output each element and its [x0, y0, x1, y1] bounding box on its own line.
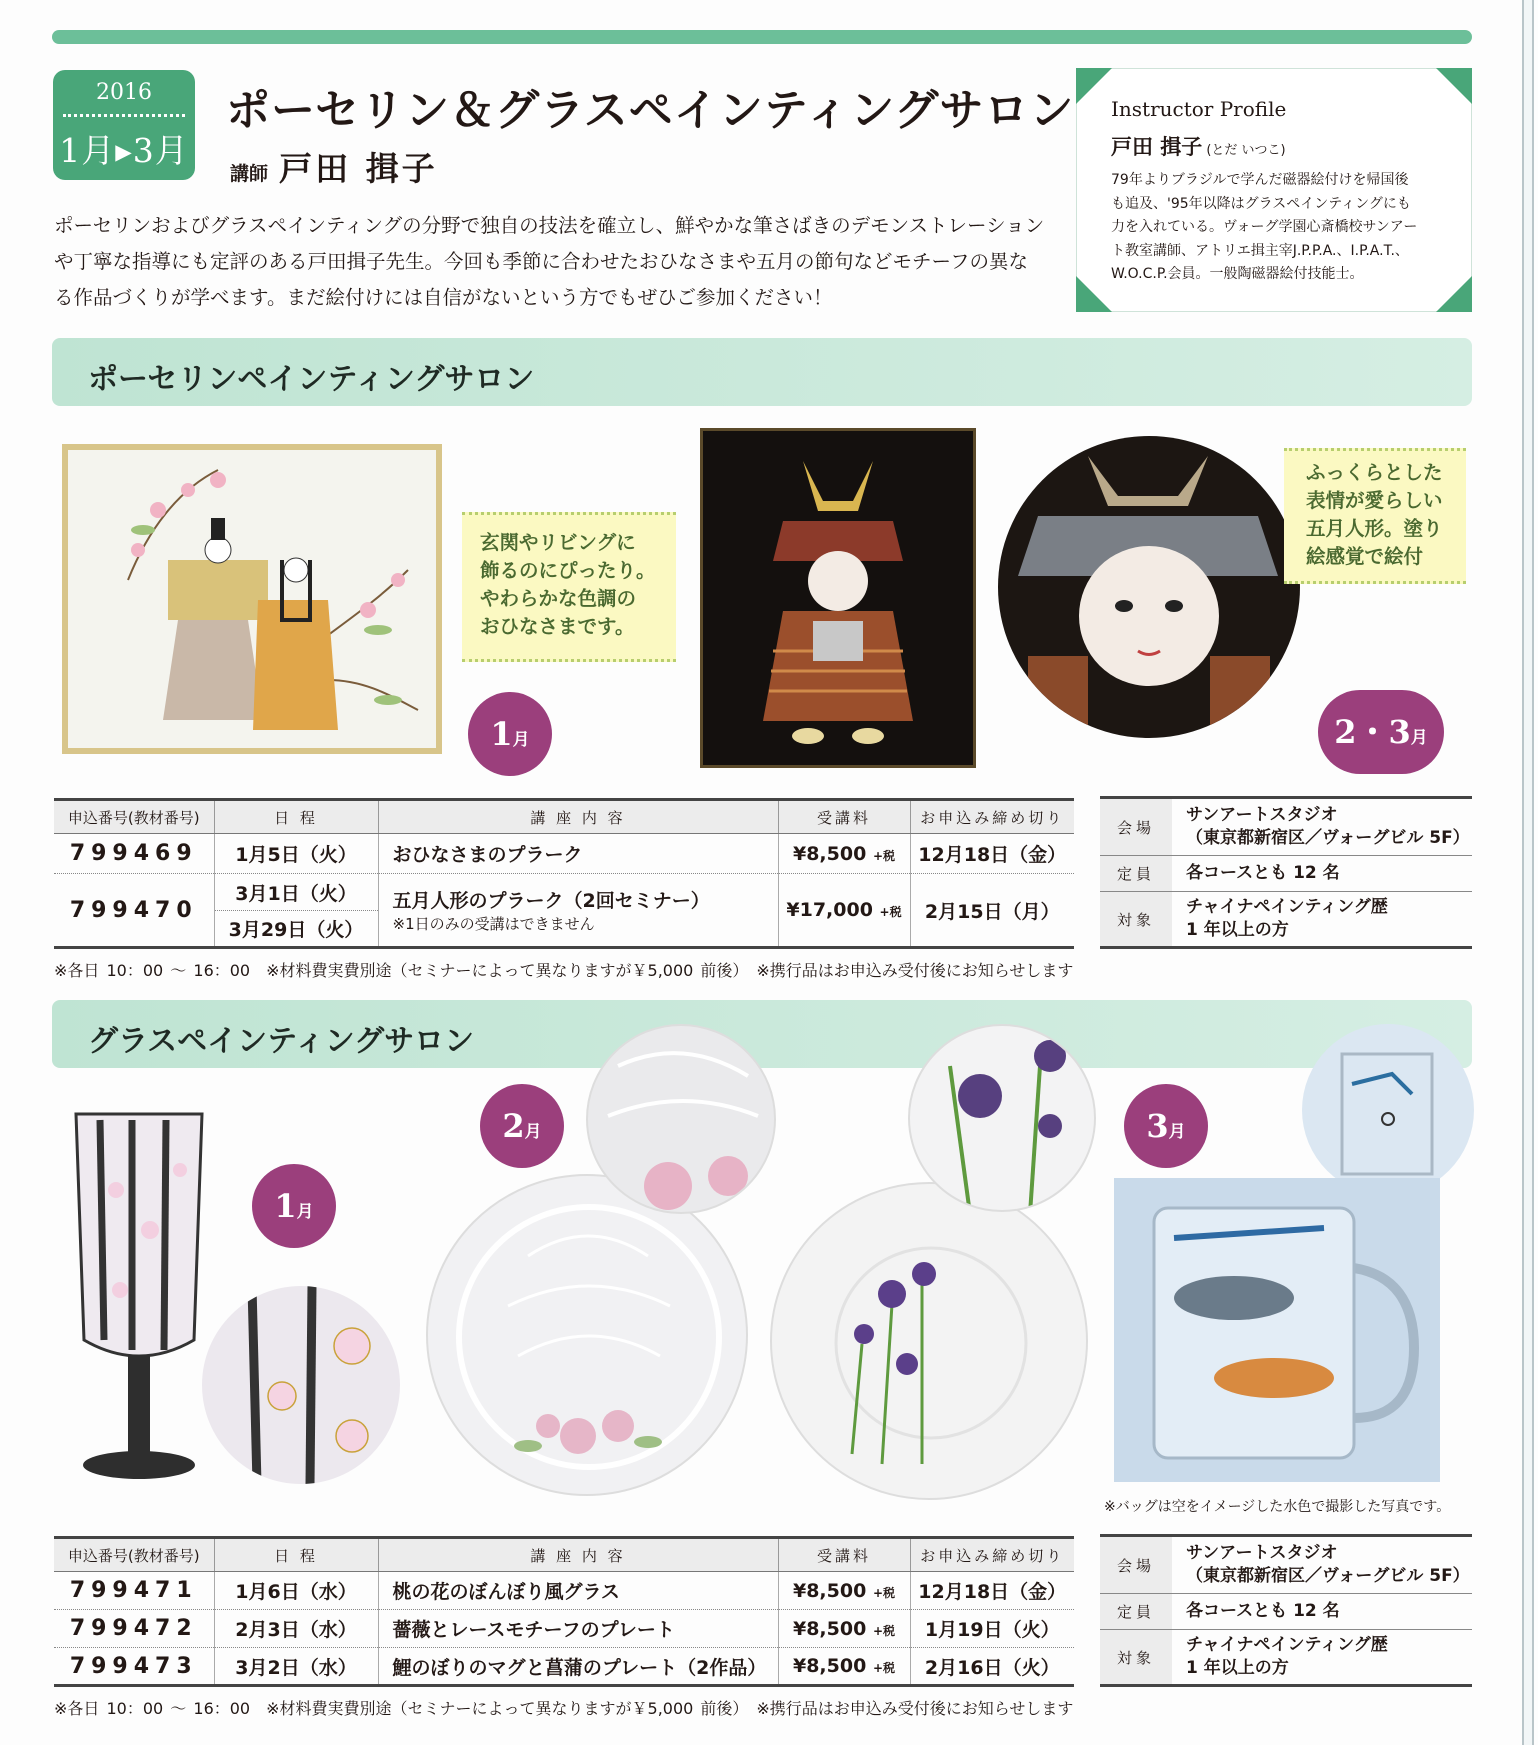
venue-row: [1100, 892, 1472, 948]
month-badge: [252, 1164, 336, 1248]
note-line: ふっくらとした: [1306, 461, 1443, 484]
course-code: 799472: [54, 1610, 214, 1648]
course-title: おひなさまのプラーク: [378, 834, 778, 874]
month-badge: [1124, 1084, 1208, 1168]
note-line: 絵感覚で絵付: [1306, 545, 1424, 568]
col-header-course: 講 座 内 容: [378, 800, 778, 834]
rose-lace-closeup-image: [586, 1024, 776, 1214]
course-note: ※1日のみの受講はできません: [392, 915, 595, 933]
course-code: 799470: [54, 874, 214, 948]
porcelain-footer-note: ※各日 10：00 ～ 16：00 ※材料費実費別途（セミナーによって異なりますが￥5,000 前後） ※携行品はお申込み受付後にお知らせします: [54, 961, 1074, 980]
page-right-border: [1522, 0, 1534, 1745]
col-header-code: 申込番号(教材番号): [54, 1538, 214, 1572]
profile-heading: Instructor Profile: [1111, 97, 1287, 121]
month-badge-unit: 月: [296, 1202, 314, 1222]
venue-value: [1172, 1536, 1472, 1594]
note-line: やわらかな色調の: [480, 587, 637, 610]
venue-value-line: 1 年以上の方: [1186, 1658, 1289, 1678]
profile-bio-line: も追及、'95年以降はグラスペインティングにも: [1111, 195, 1411, 212]
course-deadline: 12月18日（金）: [910, 1572, 1074, 1610]
fee-amount: ¥8,500: [792, 1617, 867, 1640]
iris-plate-image: [770, 1182, 1088, 1500]
month-badge-number: 1: [274, 1187, 297, 1225]
venue-value: [1172, 798, 1472, 856]
venue-row: [1100, 856, 1472, 892]
table-row: [54, 1572, 1074, 1610]
month-badge-unit: 月: [524, 1122, 542, 1142]
course-title: 桃の花のぼんぼり風グラス: [378, 1572, 778, 1610]
koinobori-mug-image: [1114, 1178, 1440, 1482]
glass-schedule-table: [54, 1536, 1074, 1687]
venue-value-line: （東京都新宿区／ヴォーグビル 5F）: [1186, 1566, 1470, 1586]
porcelain-note-hina: [462, 512, 676, 662]
course-deadline: 2月16日（火）: [910, 1648, 1074, 1686]
course-date: 1月6日（水）: [214, 1572, 378, 1610]
fee-amount: ¥8,500: [792, 1655, 867, 1677]
fee-tax: +税: [872, 1585, 895, 1600]
profile-bio-line: ト教室講師、アトリエ揖主宰J.P.P.A.、I.P.A.T.、: [1111, 242, 1409, 259]
venue-row: [1100, 1630, 1472, 1686]
course-fee: [778, 874, 910, 948]
period-year: 2016: [96, 80, 152, 105]
porcelain-section-title: ポーセリンペインティングサロン: [88, 362, 535, 397]
col-header-course: 講 座 内 容: [378, 1538, 778, 1572]
table-row: [54, 874, 1074, 948]
course-fee: [778, 1648, 910, 1686]
venue-value-line: 1 年以上の方: [1186, 920, 1289, 940]
venue-key: 対象: [1100, 1630, 1172, 1686]
note-line: 飾るのにぴったり。: [480, 559, 656, 582]
month-badge: [480, 1084, 564, 1168]
venue-value-line: サンアートスタジオ: [1186, 1543, 1338, 1563]
profile-name: [1111, 131, 1286, 161]
rose-lace-plate-image: [426, 1174, 748, 1496]
profile-bio-line: 力を入れている。ヴォーグ学園心斎橋校サンアー: [1111, 219, 1418, 235]
col-header-fee: 受講料: [778, 1538, 910, 1572]
glass-footer-note: ※各日 10：00 ～ 16：00 ※材料費実費別途（セミナーによって異なりますが￥5,000 前後） ※携行品はお申込み受付後にお知らせします: [54, 1699, 1074, 1718]
course-deadline: 1月19日（火）: [910, 1610, 1074, 1648]
venue-value-line: サンアートスタジオ: [1186, 805, 1338, 825]
fee-amount: ¥8,500: [792, 1579, 867, 1602]
intro-text: [54, 208, 1054, 316]
course-deadline: 12月18日（金）: [910, 834, 1074, 874]
col-header-fee: 受講料: [778, 800, 910, 834]
venue-value: [1172, 892, 1472, 948]
fee-amount: ¥8,500: [792, 842, 867, 865]
profile-name-kana: (とだ いつこ): [1206, 143, 1286, 158]
fee-tax: +税: [879, 905, 902, 919]
note-line: 玄関やリビングに: [480, 531, 636, 554]
intro-line: や丁寧な指導にも定評のある戸田揖子先生。今回も季節に合わせたおひなさまや五月の節句などモチーフの異な: [54, 250, 1029, 273]
fee-tax: +税: [872, 1623, 895, 1638]
corner-decoration: [1076, 68, 1112, 104]
month-badge-unit: 月: [1410, 728, 1428, 748]
period-badge: [53, 70, 195, 180]
fee-amount: ¥17,000: [786, 899, 873, 921]
venue-row: [1100, 798, 1472, 856]
col-header-deadline: お申込み締め切り: [910, 1538, 1074, 1572]
table-header-row: [54, 1538, 1074, 1572]
course-fee: [778, 1610, 910, 1648]
may-doll-plaque-image: [700, 428, 976, 768]
instructor-name: 戸田 揖子: [279, 149, 438, 188]
course-code: 799469: [54, 834, 214, 874]
table-header-row: [54, 800, 1074, 834]
course-code: 799473: [54, 1648, 214, 1686]
instructor-line: [230, 143, 438, 190]
intro-line: る作品づくりが学べます。まだ絵付けには自信がないという方でもぜひご参加ください！: [54, 286, 833, 309]
col-header-date: 日 程: [214, 1538, 378, 1572]
note-line: 五月人形。塗り: [1306, 517, 1443, 540]
course-title: 薔薇とレースモチーフのプレート: [378, 1610, 778, 1648]
course-date: 2月3日（水）: [214, 1610, 378, 1648]
glass-section-title: グラスペインティングサロン: [88, 1024, 475, 1059]
month-badge-number: 1: [490, 715, 513, 753]
course-code: 799471: [54, 1572, 214, 1610]
month-badge-number: 2・3: [1334, 713, 1411, 751]
venue-value: 各コースとも 12 名: [1172, 1594, 1472, 1630]
course-date-1: 3月1日（火）: [215, 875, 378, 911]
iris-closeup-image: [908, 1024, 1096, 1212]
course-fee: [778, 1572, 910, 1610]
course-fee: [778, 834, 910, 874]
course-date: 1月5日（火）: [214, 834, 378, 874]
col-header-code: 申込番号(教材番号): [54, 800, 214, 834]
course-title: 鯉のぼりのマグと菖蒲のプレート（2作品）: [378, 1648, 778, 1686]
month-badge: [468, 692, 552, 776]
venue-value-line: チャイナペインティング歴: [1186, 1635, 1388, 1655]
page-title: ポーセリン＆グラスペインティングサロン: [226, 85, 1075, 136]
month-badge-number: 2: [502, 1107, 525, 1145]
note-line: おひなさまです。: [480, 615, 635, 638]
table-row: [54, 1648, 1074, 1686]
instructor-profile-card: [1076, 68, 1472, 312]
course-title: [378, 874, 778, 948]
course-deadline: 2月15日（月）: [910, 874, 1074, 948]
corner-decoration: [1076, 276, 1112, 312]
venue-key: 定員: [1100, 856, 1172, 892]
month-badge-number: 3: [1146, 1107, 1169, 1145]
course-date: 3月2日（水）: [214, 1648, 378, 1686]
table-row: [54, 1610, 1074, 1648]
venue-value-line: チャイナペインティング歴: [1186, 897, 1388, 917]
fee-tax: +税: [872, 1661, 895, 1675]
instructor-role: 講師: [230, 163, 269, 185]
corner-decoration: [1436, 68, 1472, 104]
profile-bio: [1111, 169, 1455, 287]
course-date-2: 3月29日（火）: [228, 918, 364, 941]
col-header-deadline: お申込み締め切り: [910, 800, 1074, 834]
mug-closeup-image: [1302, 1024, 1474, 1196]
venue-value: 各コースとも 12 名: [1172, 856, 1472, 892]
cherry-blossom-glass-image: [70, 1110, 208, 1486]
col-header-date: 日 程: [214, 800, 378, 834]
venue-key: 会場: [1100, 1536, 1172, 1594]
profile-bio-line: W.O.C.P.会員。一般陶磁器絵付技能士。: [1111, 266, 1364, 282]
porcelain-section-header: [52, 338, 1472, 406]
period-range: 1月▸3月: [59, 131, 189, 170]
glass-venue-table: [1100, 1534, 1472, 1687]
venue-key: 会場: [1100, 798, 1172, 856]
course-date: [214, 874, 378, 948]
month-badge-unit: 月: [512, 730, 530, 750]
mug-photo-note: ※バッグは空をイメージした水色で撮影した写真です。: [1104, 1499, 1451, 1515]
profile-name-text: 戸田 揖子: [1111, 135, 1203, 159]
note-line: 表情が愛らしい: [1306, 489, 1443, 512]
may-doll-closeup-image: [998, 436, 1300, 738]
month-badge-unit: 月: [1168, 1122, 1186, 1142]
intro-line: ポーセリンおよびグラスペインティングの分野で独自の技法を確立し、鮮やかな筆さばきのデモンストレーション: [54, 214, 1045, 237]
porcelain-note-may: [1284, 448, 1466, 584]
venue-key: 定員: [1100, 1594, 1172, 1630]
glass-closeup-image: [202, 1286, 400, 1484]
venue-key: 対象: [1100, 892, 1172, 948]
table-row: [54, 834, 1074, 874]
hina-doll-plaque-image: [62, 444, 442, 754]
course-title-text: 五月人形のプラーク（2回セミナー）: [392, 890, 710, 912]
venue-row: [1100, 1594, 1472, 1630]
venue-value: [1172, 1630, 1472, 1686]
porcelain-schedule-table: [54, 798, 1074, 949]
porcelain-venue-table: [1100, 796, 1472, 949]
month-badge: [1318, 690, 1444, 774]
profile-bio-line: 79年よりブラジルで学んだ磁器絵付けを帰国後: [1111, 172, 1409, 188]
venue-value-line: （東京都新宿区／ヴォーグビル 5F）: [1186, 828, 1470, 848]
glass-section-header: [52, 1000, 1472, 1068]
top-accent-bar: [52, 30, 1472, 44]
fee-tax: +税: [872, 848, 895, 863]
venue-row: [1100, 1536, 1472, 1594]
